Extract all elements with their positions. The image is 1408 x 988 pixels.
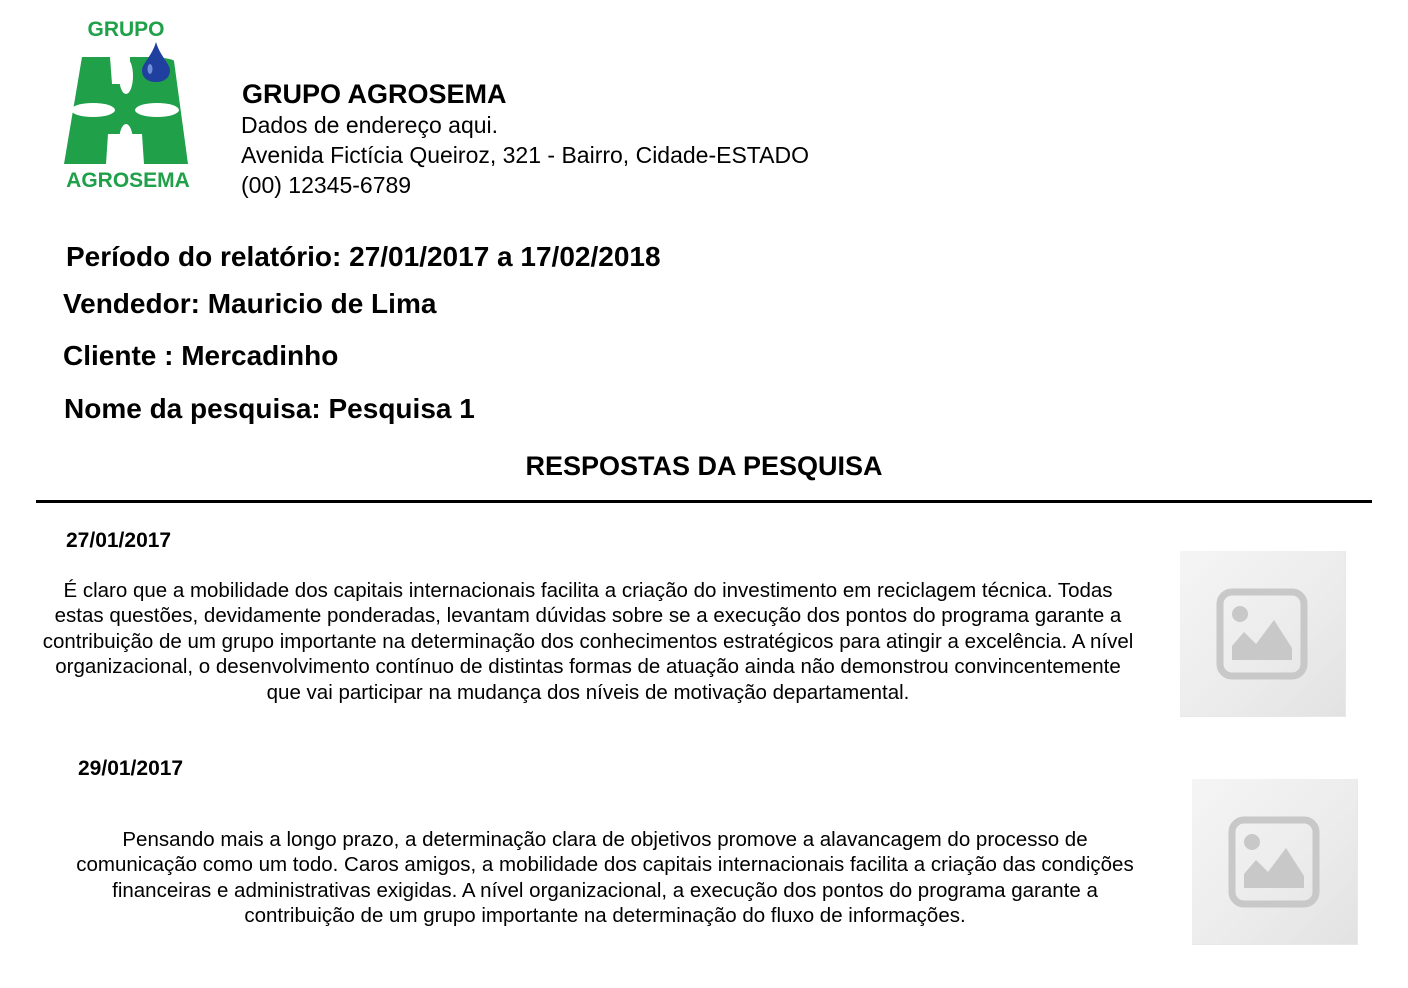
image-placeholder-icon xyxy=(1216,588,1308,680)
entry-text: Pensando mais a longo prazo, a determinação clara de objetivos promove a alavancagem do processo de comunicação como um todo. Caros amigos, a mobilidade dos capitais internacionais facilita a criação das condições financeiras e administrativas exigidas. A nível organizacional, a execução dos pontos do programa garante a contribuição de um grupo importante na determinação do fluxo de informações. xyxy=(76,828,1134,928)
water-drop-icon xyxy=(142,42,170,82)
company-logo xyxy=(56,14,202,194)
entry-date: 29/01/2017 xyxy=(78,757,184,780)
phone: (00) 12345-6789 xyxy=(241,172,412,198)
address-note: Dados de endereço aqui. xyxy=(241,112,499,138)
report-period: Período do relatório: 27/01/2017 a 17/02/2018 xyxy=(66,241,661,272)
address: Avenida Fictícia Queiroz, 321 - Bairro, Cidade-ESTADO xyxy=(241,142,809,168)
image-placeholder-icon xyxy=(1228,816,1320,908)
report-survey-name: Nome da pesquisa: Pesquisa 1 xyxy=(64,393,475,424)
entry-image[interactable] xyxy=(1192,779,1358,945)
company-name: GRUPO AGROSEMA xyxy=(242,79,507,109)
report-client: Cliente : Mercadinho xyxy=(63,340,339,371)
company-info xyxy=(241,78,1001,200)
entry-text: É claro que a mobilidade dos capitais internacionais facilita a criação do investimento em reciclagem técnica. Todas estas questões, devidamente ponderadas, levantam dúvidas sobre se a execução dos pontos do programa garante a contribuição de um grupo importante na determinação dos conhecimentos estratégicos para atingir a excelência. A nível organizacional, o desenvolvimento contínuo de distintas formas de atuação ainda não demonstrou convincentemente que vai participar na mudança dos níveis de motivação departamental. xyxy=(42,579,1134,704)
report-seller: Vendedor: Mauricio de Lima xyxy=(63,288,437,319)
divider xyxy=(36,500,1372,503)
logo-bottom-text: AGROSEMA xyxy=(66,169,190,192)
logo-top-text: GRUPO xyxy=(87,18,165,41)
entry-date: 27/01/2017 xyxy=(66,529,172,552)
entry-image[interactable] xyxy=(1180,551,1346,717)
section-title: RESPOSTAS DA PESQUISA xyxy=(525,451,883,481)
